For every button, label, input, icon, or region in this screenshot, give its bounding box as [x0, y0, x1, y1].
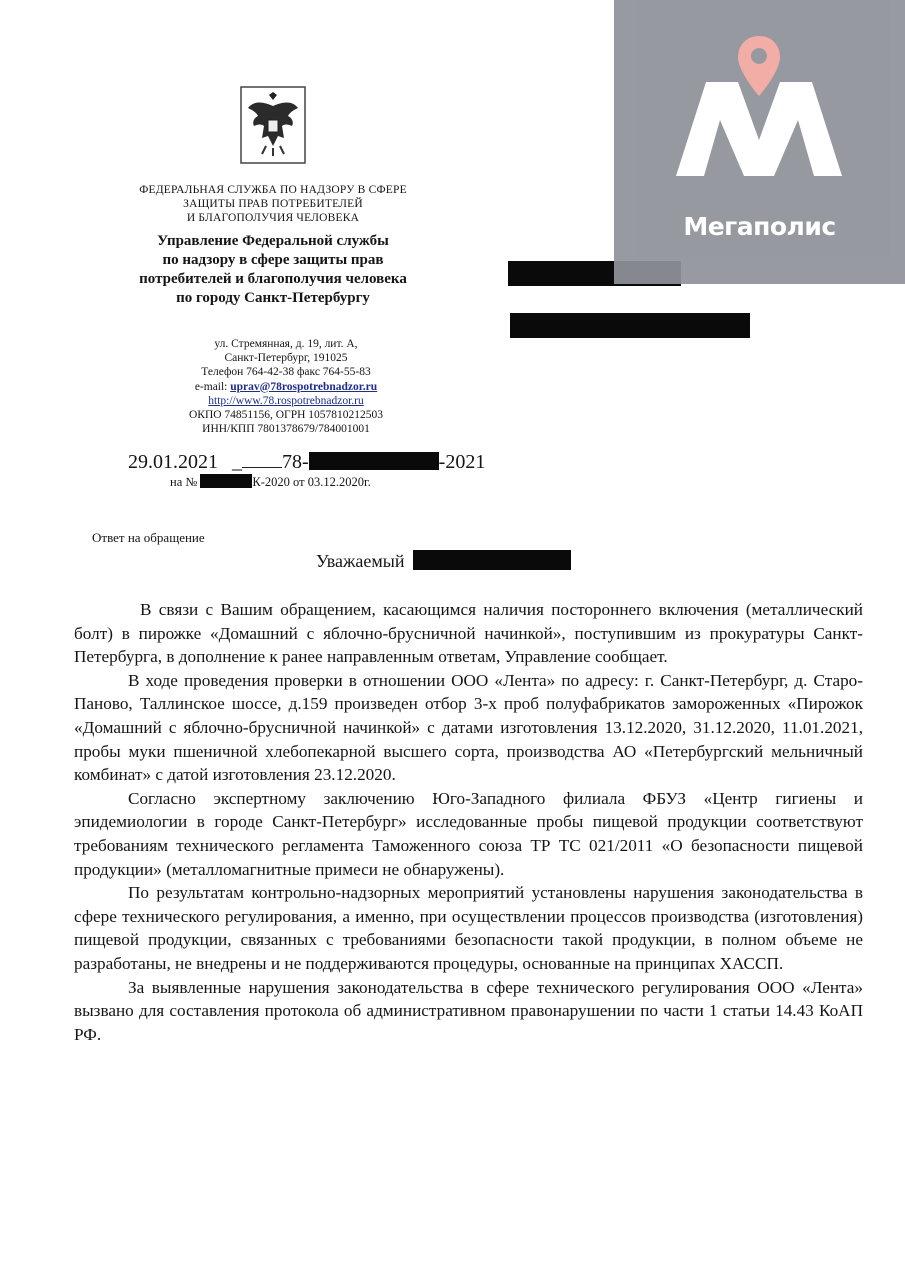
okpo-ogrn: ОКПО 74851156, ОГРН 1057810212503 [188, 409, 384, 422]
ref-suffix: К-2020 от 03.12.2020г. [252, 475, 371, 489]
outgoing-number-suffix: -2021 [438, 451, 486, 473]
coat-of-arms-emblem [240, 86, 306, 164]
agency-name [100, 183, 446, 225]
redacted-ref-number [200, 474, 252, 488]
body-paragraph: За выявленные нарушения законодательства в сфере технического регулирования ООО «Лента» вызвано для составления протокола об административном правонарушении по части 1 статьи 14.43 КоАП РФ. [74, 977, 863, 1044]
phone-fax: Телефон 764-42-38 факс 764-55-83 [201, 366, 371, 379]
website-link[interactable]: http://www.78.rospotrebnadzor.ru [208, 394, 364, 407]
reference-line [170, 474, 371, 489]
email-link[interactable]: uprav@78rospotrebnadzor.ru [230, 380, 378, 393]
body-paragraph: В связи с Вашим обращением, касающимся наличия постороннего включения (металлический болт) в пирожке «Домашний с яблочно-брусничной начинкой», поступившим из прокуратуры Санкт-Петербурга, в дополнение к ранее направленным ответам, Управление сообщает. [74, 600, 863, 667]
salutation-text: Уважаемый [316, 551, 405, 571]
body-paragraph: По результатам контрольно-надзорных мероприятий установлены нарушения законодательства в сфере технического регулирования, а именно, при осуществлении процессов производства (изготовления) пищевой продукции, связанных с требованиями безопасности такой продукции, в полном объеме не разработаны, не внедрены и не поддерживаются процедуры, основанные на принципах ХАССП. [74, 883, 863, 973]
megapolis-logo [614, 0, 905, 284]
contact-block [100, 337, 472, 436]
agency-line: ФЕДЕРАЛЬНАЯ СЛУЖБА ПО НАДЗОРУ В СФЕРЕ [139, 184, 407, 196]
office-line: Управление Федеральной службы [157, 233, 389, 249]
agency-line: ЗАЩИТЫ ПРАВ ПОТРЕБИТЕЛЕЙ [183, 198, 363, 210]
subject-line: Ответ на обращение [92, 530, 205, 545]
address-city: Санкт-Петербург, 191025 [224, 352, 348, 365]
body-paragraph: В ходе проведения проверки в отношении ООО «Лента» по адресу: г. Санкт-Петербург, д. Старо-Паново, Таллинское шоссе, д.159 произведен отбор 3-х проб полуфабрикатов замороженных «Пирожок «Домашний с яблочно-брусничной начинкой» с датами изготовления 13.12.2020, 31.12.2020, 11.01.2021, пробы муки пшеничной хлебопекарной высшего сорта, производства АО «Петербургский мельничный комбинат» с датой изготовления 23.12.2020. [74, 670, 863, 785]
agency-line: И БЛАГОПОЛУЧИЯ ЧЕЛОВЕКА [186, 212, 360, 224]
ref-prefix: на № [170, 475, 198, 489]
redacted-recipient-address [510, 313, 750, 338]
office-line: по городу Санкт-Петербургу [176, 290, 370, 306]
email-label: e-mail: [194, 380, 228, 393]
address-street: ул. Стремянная, д. 19, лит. А, [214, 338, 358, 350]
redacted-outgoing-number [309, 452, 439, 470]
outgoing-number-prefix: 78- [282, 451, 309, 473]
inn-kpp: ИНН/КПП 7801378679/784001001 [202, 423, 370, 436]
date-separator: _ [232, 451, 242, 473]
office-line: по надзору в сфере защиты прав [162, 252, 384, 268]
registration-line [128, 451, 485, 473]
body-paragraph: Согласно экспертному заключению Юго-Западного филиала ФБУЗ «Центр гигиены и эпидемиологии в городе Санкт-Петербург» исследованные пробы пищевой продукции соответствуют требованиям технического регламента Таможенного союза ТР ТС 021/2011 «О безопасности пищевой продукции» (металломагнитные примеси не обнаружены). [74, 788, 863, 879]
outgoing-date: 29.01.2021 [128, 451, 218, 473]
watermark-overlay [614, 0, 905, 284]
office-name [100, 232, 446, 308]
redacted-addressee [413, 550, 571, 570]
email-row [100, 380, 472, 394]
watermark-brand: Мегаполис [683, 212, 836, 241]
salutation [316, 550, 571, 572]
letter-body [74, 598, 863, 1046]
office-line: потребителей и благополучия человека [139, 271, 407, 287]
map-pin-icon [738, 36, 780, 96]
